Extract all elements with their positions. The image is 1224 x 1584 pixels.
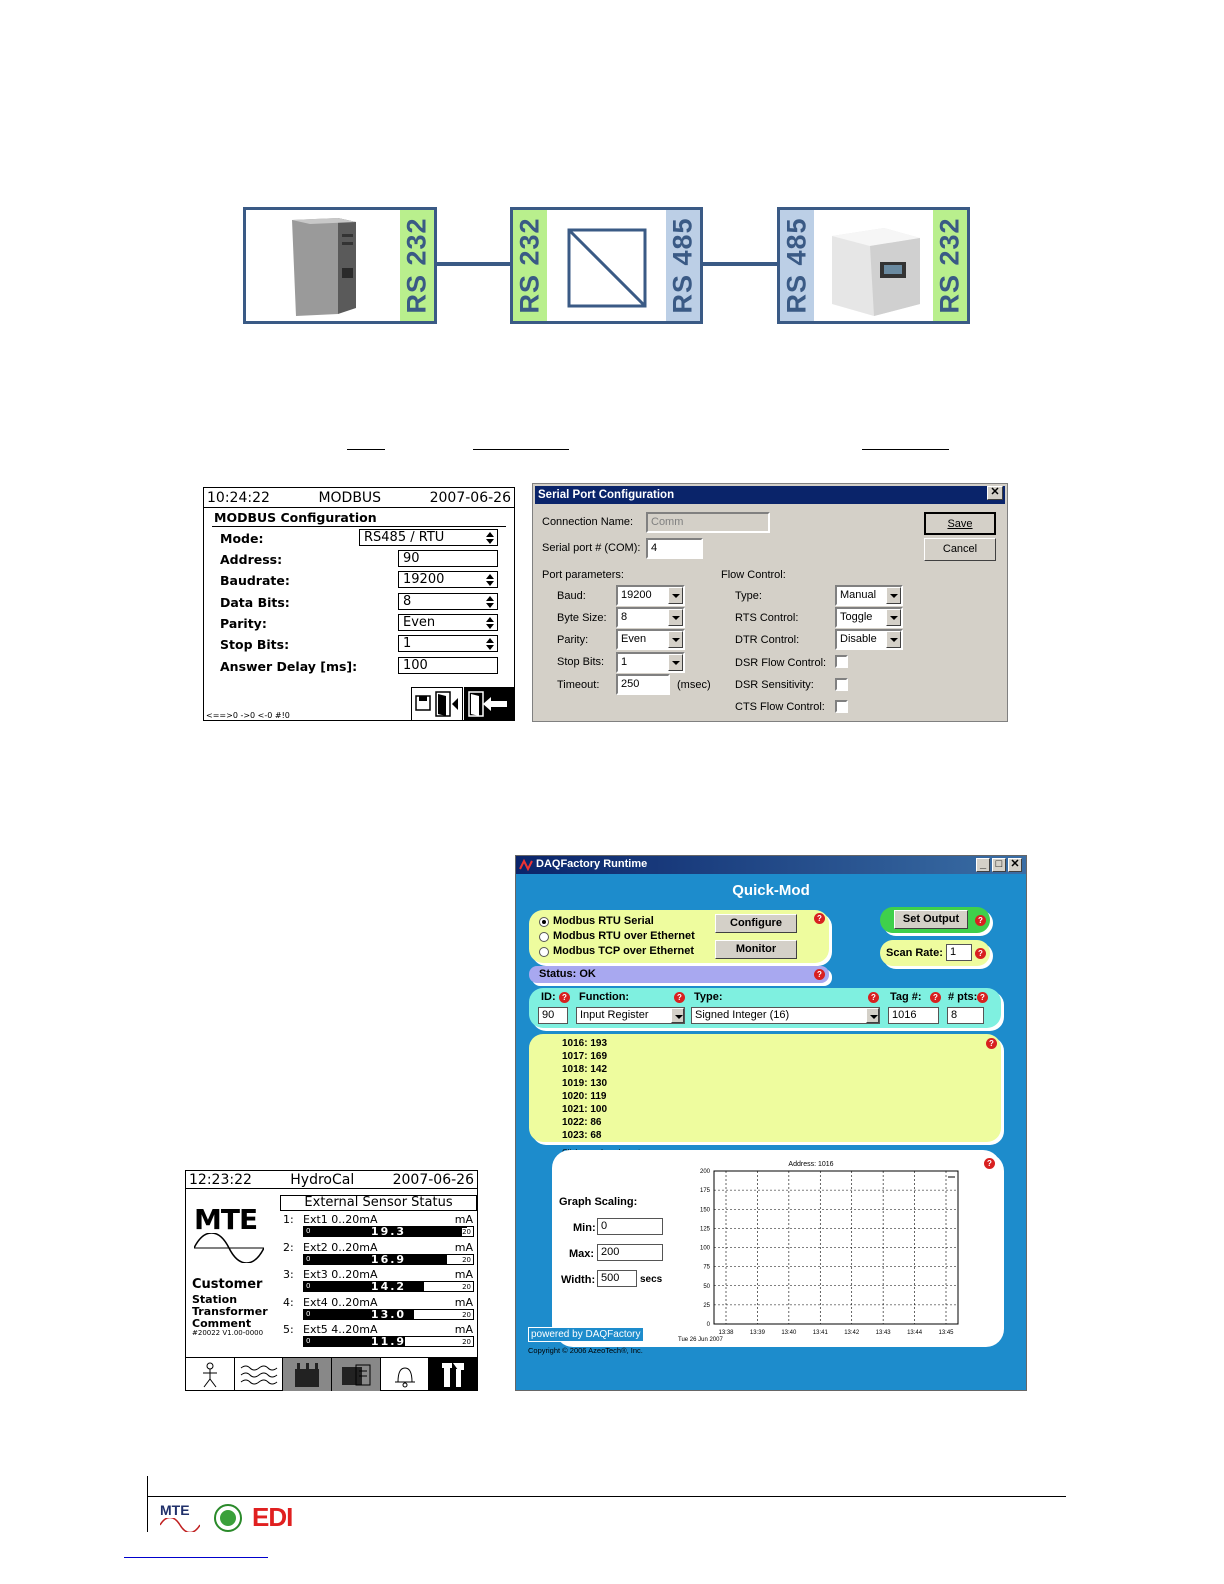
mode-label: Mode: (220, 531, 264, 546)
mte-logo-text: MTE (160, 1502, 190, 1518)
spinner-icon[interactable] (486, 596, 494, 608)
register-address: 1021: (562, 1104, 588, 1115)
pts-input[interactable] (947, 1007, 984, 1024)
mode-panel (529, 910, 829, 963)
sensor-unit: mA (454, 1268, 473, 1281)
baud-label: Baud: (557, 590, 586, 602)
lcd-date: 2007-06-26 (392, 1171, 474, 1188)
serial-port-input[interactable] (646, 538, 703, 559)
dsr-sensitivity-checkbox[interactable] (835, 678, 848, 691)
parity-label: Parity: (220, 616, 267, 631)
databits-label: Data Bits: (220, 595, 290, 610)
modbus-lcd-screen (203, 487, 515, 721)
port-label: RS 232 (514, 217, 545, 314)
register-settings-panel (529, 988, 1001, 1028)
sine-wave-icon (194, 1233, 264, 1263)
bell-icon (390, 1362, 420, 1388)
sensor-number: 2: (283, 1240, 294, 1254)
y-tick-label: 75 (703, 1264, 710, 1271)
register-row[interactable] (562, 1078, 642, 1089)
sensor-row (283, 1296, 475, 1322)
lcd-time: 10:24:22 (207, 489, 270, 506)
port-label: RS 485 (781, 217, 812, 314)
copyright-text: Copyright © 2006 AzeoTech®, Inc. (528, 1346, 643, 1355)
spinner-icon[interactable] (486, 532, 494, 544)
y-tick-label: 150 (699, 1207, 710, 1214)
tab-bar (186, 1357, 477, 1391)
stopbits-label: Stop Bits: (220, 637, 290, 652)
y-tick-label: 125 (699, 1226, 710, 1233)
sensor-bar (303, 1309, 474, 1320)
register-row[interactable] (562, 1117, 642, 1128)
tag-value: 1016 (892, 1009, 917, 1021)
register-value: 86 (590, 1117, 602, 1129)
footer-link-underline (124, 1557, 268, 1558)
rts-control-value: Toggle (840, 611, 873, 623)
baudrate-label: Baudrate: (220, 573, 290, 588)
cancel-button[interactable] (924, 538, 996, 561)
lcd-header (204, 488, 514, 508)
dropdown-arrow-icon[interactable] (886, 587, 901, 604)
x-tick-label: 13:45 (938, 1330, 954, 1336)
address-label: Address: (220, 552, 283, 567)
type-value: Signed Integer (16) (695, 1009, 790, 1021)
lcd-status-line: <==>0 ->0 <-0 #!0 (206, 711, 290, 720)
save-exit-icon (412, 688, 462, 720)
register-value: 169 (590, 1051, 608, 1063)
timeout-unit: (msec) (677, 679, 711, 691)
mode-value: RS485 / RTU (364, 530, 445, 545)
databits-field[interactable] (398, 593, 498, 610)
mode-rtu-ethernet-label: Modbus RTU over Ethernet (553, 930, 695, 942)
radio-rtu-serial[interactable] (539, 917, 549, 927)
save-exit-button[interactable] (411, 687, 463, 721)
dropdown-arrow-icon[interactable] (668, 631, 683, 648)
spinner-icon[interactable] (486, 617, 494, 629)
sine-wave-icon (160, 1518, 200, 1532)
close-icon[interactable]: ✕ (987, 486, 1003, 500)
baudrate-field[interactable] (398, 571, 498, 588)
sensor-bar (303, 1281, 474, 1292)
mode-field[interactable] (359, 529, 498, 546)
min-value: 0 (601, 1220, 608, 1232)
station-label: Station (192, 1293, 238, 1306)
dropdown-arrow-icon[interactable] (668, 609, 683, 626)
register-row[interactable] (562, 1064, 642, 1075)
set-output-panel (880, 907, 990, 933)
save-label: Save (947, 518, 973, 530)
y-tick-label: 175 (699, 1188, 710, 1195)
hydrocal-device-icon (824, 216, 928, 320)
byte-size-label: Byte Size: (557, 612, 607, 624)
help-icon[interactable]: ? (975, 915, 986, 926)
byte-size-select[interactable] (616, 607, 685, 628)
sensor-max: 20 (462, 1338, 471, 1346)
sensor-bar (303, 1226, 474, 1237)
pts-label: # pts: (948, 991, 978, 1003)
y-tick-label: 0 (706, 1322, 710, 1328)
monitor-button[interactable]: Monitor (715, 940, 797, 959)
sensor-min: 0 (306, 1254, 311, 1263)
help-icon[interactable]: ? (984, 1158, 995, 1169)
lcd-time: 12:23:22 (189, 1171, 252, 1188)
rts-control-select[interactable] (835, 607, 903, 628)
address-field[interactable] (398, 550, 498, 567)
register-address: 1018: (562, 1064, 588, 1076)
y-tick-label: 50 (703, 1283, 710, 1290)
divider (212, 526, 506, 527)
port-label: RS 232 (934, 217, 965, 314)
timeout-value: 250 (621, 678, 640, 690)
serial-port-dialog (532, 483, 1008, 722)
scan-rate-input[interactable] (946, 944, 972, 961)
scan-rate-value: 1 (950, 946, 957, 958)
tab-sensor[interactable] (332, 1358, 381, 1391)
x-tick-label: 13:38 (718, 1330, 734, 1336)
parity-select[interactable] (616, 629, 685, 650)
answer-delay-field[interactable] (398, 657, 498, 674)
answer-delay-value: 100 (403, 658, 428, 673)
mode-rtu-serial-label: Modbus RTU Serial (553, 915, 654, 927)
sensor-value: 11.9 (370, 1336, 407, 1347)
stop-bits-value: 1 (621, 656, 628, 668)
help-icon[interactable]: ? (559, 992, 570, 1003)
stop-bits-label: Stop Bits: (557, 656, 605, 668)
sensor-min: 0 (306, 1227, 311, 1235)
baud-value: 19200 (621, 589, 652, 601)
serial-port-value: 4 (651, 542, 658, 554)
graph-scaling-panel (552, 1186, 669, 1314)
cancel-label: Cancel (942, 543, 978, 555)
connection-name-label: Connection Name: (542, 516, 634, 528)
register-address: 1016: (562, 1038, 588, 1049)
footer-edi-logo: EDI (252, 1502, 293, 1532)
flow-type-value: Manual (840, 589, 877, 601)
register-row[interactable] (562, 1130, 642, 1141)
minimize-icon[interactable]: _ (976, 858, 990, 872)
scan-rate-panel (880, 940, 990, 966)
set-output-button[interactable]: Set Output (894, 910, 968, 929)
stopbits-field[interactable] (398, 635, 498, 652)
sensor-row (283, 1323, 475, 1349)
sensor-max: 20 (462, 1310, 471, 1319)
max-label: Max: (569, 1248, 595, 1260)
sensor-value: 19.3 (370, 1226, 407, 1237)
register-address: 1022: (562, 1117, 588, 1129)
text-underline (862, 449, 949, 450)
converter-box (510, 207, 703, 324)
sensor-name: Ext4 0..20mA (303, 1295, 378, 1309)
port-label: RS 485 (667, 217, 698, 314)
sensor-name: Ext2 0..20mA (303, 1240, 378, 1254)
sensor-max: 20 (462, 1255, 471, 1264)
footer-round-logo-icon (214, 1504, 242, 1532)
dtr-control-select[interactable] (835, 629, 903, 650)
x-tick-label: 13:40 (781, 1330, 797, 1336)
x-tick-label: 13:43 (875, 1330, 891, 1336)
flow-control-label: Flow Control: (721, 569, 786, 581)
date-label: Tue 26 Jun 2007 (678, 1337, 723, 1343)
register-row[interactable] (562, 1104, 642, 1115)
pc-tower-icon (286, 216, 366, 318)
help-icon[interactable]: ? (674, 992, 685, 1003)
tab-bell[interactable] (381, 1358, 430, 1391)
sensor-number: 5: (283, 1323, 294, 1336)
footer-mte-logo (160, 1502, 200, 1537)
tab-person[interactable] (186, 1358, 235, 1391)
pc-box (243, 207, 437, 324)
x-tick-label: 13:44 (907, 1330, 923, 1336)
tag-label: Tag #: (890, 991, 922, 1003)
text-underline (347, 449, 385, 450)
hydrocal-box (777, 207, 970, 324)
x-tick-label: 13:39 (749, 1330, 765, 1336)
connection-name-input[interactable] (646, 512, 770, 533)
sensor-value: 13.0 (370, 1308, 407, 1320)
dropdown-arrow-icon[interactable] (886, 609, 901, 626)
function-value: Input Register (580, 1009, 649, 1021)
lcd-header (186, 1171, 477, 1189)
parity-value: Even (621, 633, 647, 645)
maximize-icon[interactable]: □ (992, 858, 1006, 872)
parity-label: Parity: (557, 634, 589, 646)
status-text: Status: OK (539, 968, 596, 980)
rts-control-label: RTS Control: (735, 612, 799, 624)
sensor-unit: mA (454, 1323, 473, 1336)
person-icon (200, 1362, 220, 1388)
register-row[interactable] (562, 1051, 642, 1062)
footer-vertical-rule (147, 1476, 148, 1532)
sensor-max: 20 (462, 1228, 471, 1236)
sensor-unit: mA (454, 1213, 473, 1226)
register-value: 142 (590, 1064, 608, 1076)
sensor-number: 1: (283, 1213, 294, 1226)
tab-transformer[interactable] (283, 1358, 332, 1391)
configure-button[interactable]: Configure (715, 914, 797, 933)
width-label: Width: (561, 1274, 596, 1286)
y-tick-label: 100 (699, 1245, 710, 1252)
min-input[interactable] (597, 1218, 663, 1235)
width-input[interactable] (597, 1270, 637, 1287)
help-icon[interactable]: ? (814, 969, 825, 980)
flow-type-label: Type: (735, 590, 762, 602)
hydrocal-lcd-screen (185, 1170, 478, 1391)
sensor-min: 0 (306, 1309, 311, 1318)
parity-field[interactable] (398, 614, 498, 631)
dtr-control-value: Disable (840, 633, 877, 645)
register-address: 1019: (562, 1077, 588, 1089)
stop-bits-select[interactable] (616, 652, 685, 673)
radio-rtu-ethernet[interactable] (539, 932, 549, 942)
close-icon[interactable]: ✕ (1008, 858, 1022, 872)
sensor-number: 4: (283, 1295, 294, 1309)
daq-logo-icon (519, 858, 533, 872)
x-tick-label: 13:41 (812, 1330, 828, 1336)
sensor-row (283, 1268, 475, 1294)
comment-label: Comment (192, 1317, 252, 1330)
dsr-flow-label: DSR Flow Control: (735, 657, 827, 669)
sensor-unit: mA (454, 1240, 473, 1254)
sensor-row (283, 1241, 475, 1267)
dropdown-arrow-icon[interactable] (668, 587, 683, 604)
text-underline (473, 449, 569, 450)
sensor-name: Ext3 0..20mA (303, 1268, 378, 1281)
lcd-title: MODBUS (318, 489, 382, 506)
port-label: RS 232 (401, 217, 432, 314)
radio-tcp-ethernet[interactable] (539, 947, 549, 957)
daqfactory-window (515, 855, 1027, 1391)
serial-port-label: Serial port # (COM): (542, 542, 641, 554)
help-icon[interactable]: ? (986, 1038, 997, 1049)
dtr-control-label: DTR Control: (735, 634, 800, 646)
help-icon[interactable]: ? (977, 992, 988, 1003)
converter-icon (567, 228, 647, 308)
spinner-icon[interactable] (486, 574, 494, 586)
byte-size-value: 8 (621, 611, 628, 623)
register-value: 193 (590, 1038, 608, 1049)
window-titlebar (516, 856, 1026, 874)
window-title: DAQFactory Runtime (536, 858, 648, 870)
customer-label: Customer (192, 1277, 263, 1292)
type-select[interactable] (691, 1007, 880, 1024)
function-select[interactable] (576, 1007, 685, 1024)
width-value: 500 (601, 1272, 620, 1284)
max-input[interactable] (597, 1244, 663, 1261)
footer-rule (147, 1496, 1066, 1497)
dropdown-arrow-icon[interactable] (886, 631, 901, 648)
min-label: Min: (573, 1222, 596, 1234)
dropdown-arrow-icon[interactable] (866, 1008, 879, 1023)
connection-name-value: Comm (651, 516, 684, 528)
dsr-sensitivity-label: DSR Sensitivity: (735, 679, 814, 691)
address-value: 90 (403, 551, 420, 566)
register-row[interactable] (562, 1038, 642, 1049)
sensor-max: 20 (462, 1283, 471, 1291)
dsr-flow-checkbox[interactable] (835, 655, 848, 668)
sensor-min: 0 (306, 1337, 311, 1345)
sensor-unit: mA (454, 1295, 473, 1309)
x-tick-label: 13:42 (844, 1330, 860, 1336)
connection-line (703, 262, 777, 266)
graph-scaling-label: Graph Scaling: (559, 1196, 638, 1208)
cts-flow-checkbox[interactable] (835, 700, 848, 713)
width-unit: secs (640, 1274, 663, 1285)
type-label: Type: (694, 991, 723, 1003)
sensor-row (283, 1213, 475, 1239)
transformer-label: Transformer (192, 1305, 268, 1318)
register-address: 1023: (562, 1130, 588, 1142)
register-row[interactable] (562, 1091, 642, 1102)
register-value: 130 (590, 1077, 608, 1089)
sensor-bar (303, 1254, 474, 1265)
exit-button[interactable] (464, 687, 515, 721)
mte-logo: MTE (194, 1203, 258, 1236)
tools-icon (439, 1361, 467, 1389)
pts-value: 8 (951, 1009, 958, 1021)
sensor-name: Ext5 4..20mA (303, 1323, 378, 1336)
max-value: 200 (601, 1246, 620, 1258)
sensor-bar (303, 1336, 474, 1347)
baudrate-value: 19200 (403, 572, 445, 587)
cts-flow-label: CTS Flow Control: (735, 701, 825, 713)
y-tick-label: 25 (703, 1302, 710, 1309)
register-address: 1017: (562, 1051, 588, 1063)
lcd-title: HydroCal (290, 1171, 355, 1188)
help-icon[interactable]: ? (868, 992, 879, 1003)
dialog-title: Serial Port Configuration (535, 486, 1005, 504)
tag-input[interactable] (888, 1007, 939, 1024)
chart-title: Address: 1016 (788, 1161, 834, 1168)
sensor-value: 16.9 (370, 1253, 407, 1265)
register-value: 68 (590, 1130, 602, 1142)
sensor-icon (338, 1361, 374, 1389)
help-icon[interactable]: ? (975, 948, 986, 959)
exit-icon (465, 688, 514, 720)
lcd-date: 2007-06-26 (429, 489, 511, 506)
scan-rate-label: Scan Rate: (886, 947, 943, 959)
flow-type-select[interactable] (835, 585, 903, 606)
timeout-input[interactable] (616, 674, 670, 695)
id-value: 90 (542, 1009, 555, 1021)
id-input[interactable] (538, 1007, 568, 1024)
id-label: ID: (541, 991, 556, 1003)
connection-line (437, 262, 510, 266)
tab-water[interactable] (235, 1358, 284, 1391)
dropdown-arrow-icon[interactable] (668, 654, 683, 671)
status-bar (529, 966, 829, 983)
answer-delay-label: Answer Delay [ms]: (220, 659, 358, 674)
sensor-value: 14.2 (370, 1281, 407, 1292)
mode-tcp-ethernet-label: Modbus TCP over Ethernet (553, 945, 694, 957)
sensor-name: Ext1 0..20mA (303, 1213, 378, 1226)
powered-by-badge[interactable]: powered by DAQFactory (528, 1327, 644, 1342)
water-icon (239, 1362, 279, 1388)
parity-value: Even (403, 615, 436, 630)
lcd-section-title: MODBUS Configuration (214, 510, 377, 525)
quick-mod-title: Quick-Mod (732, 882, 810, 899)
baud-select[interactable] (616, 585, 685, 606)
stopbits-value: 1 (403, 636, 412, 651)
save-button[interactable] (924, 512, 996, 535)
tab-tools[interactable] (429, 1358, 477, 1391)
sensor-min: 0 (306, 1282, 311, 1290)
help-icon[interactable]: ? (814, 913, 825, 924)
sensor-number: 3: (283, 1268, 294, 1281)
register-value: 119 (590, 1090, 607, 1102)
sensor-status-title: External Sensor Status (280, 1195, 477, 1211)
y-tick-label: 200 (699, 1169, 710, 1175)
help-icon[interactable]: ? (930, 992, 941, 1003)
function-label: Function: (579, 991, 630, 1003)
version-label: #20022 V1.00-0000 (192, 1329, 264, 1337)
dropdown-arrow-icon[interactable] (671, 1008, 684, 1023)
port-params-label: Port parameters: (542, 569, 624, 581)
register-values-panel (529, 1034, 1001, 1142)
timeout-label: Timeout: (557, 679, 600, 691)
register-value: 100 (590, 1104, 608, 1115)
databits-value: 8 (403, 594, 412, 609)
register-address: 1020: (562, 1090, 588, 1102)
transformer-icon (289, 1361, 325, 1389)
spinner-icon[interactable] (486, 638, 494, 650)
address-chart (674, 1155, 974, 1349)
